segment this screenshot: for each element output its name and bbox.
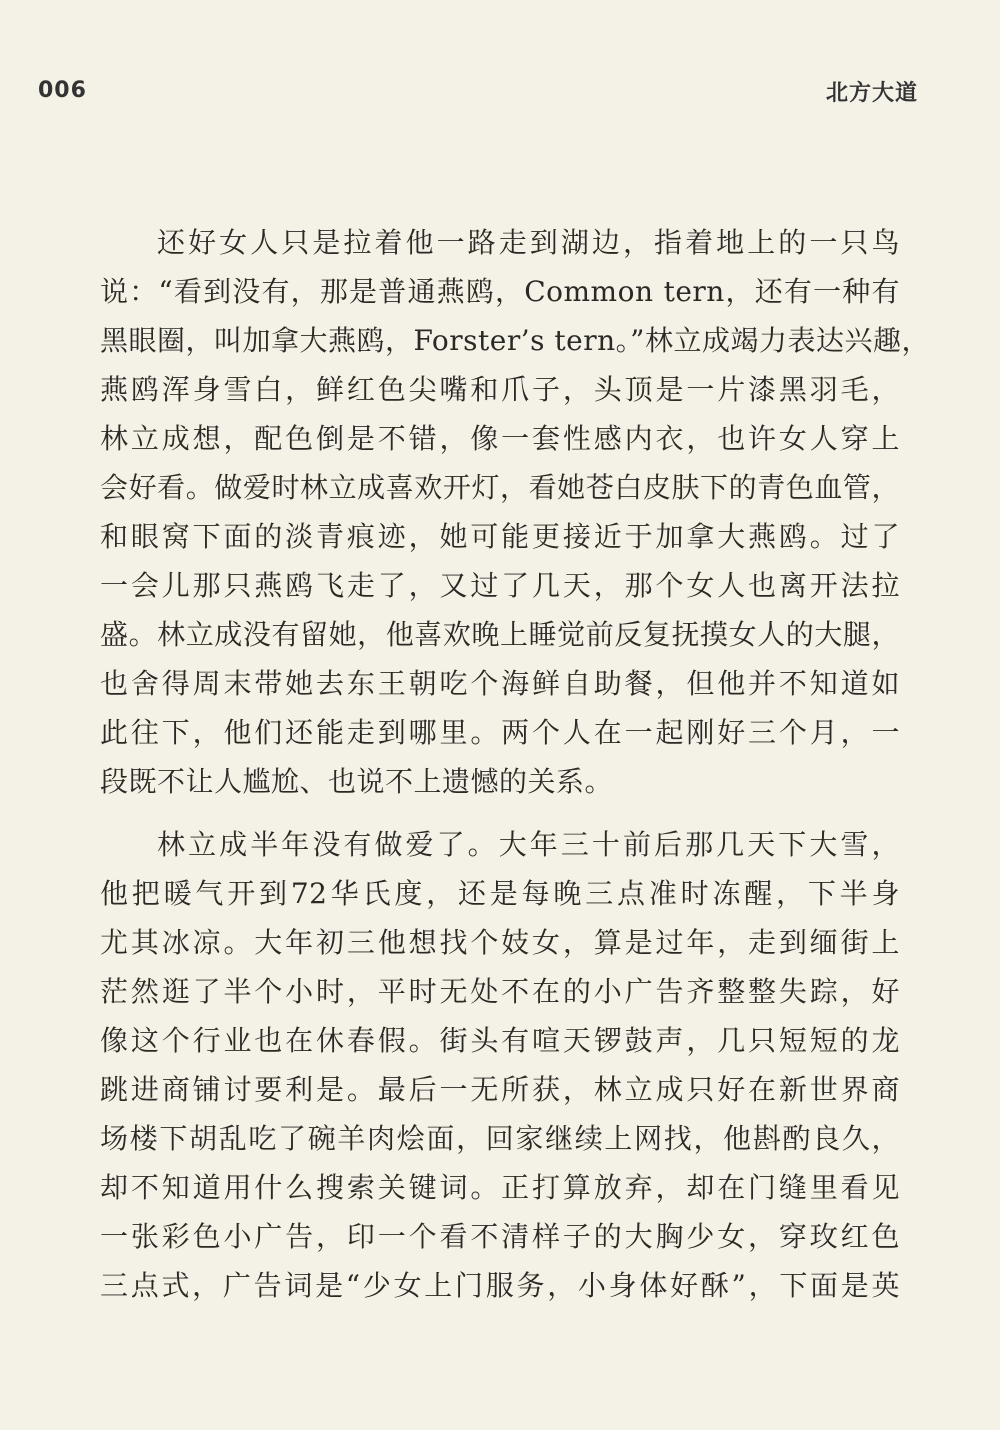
text-line: 他把暖气开到72华氏度，还是每晚三点准时冻醒，下半身 — [100, 877, 900, 910]
paragraph-gap — [100, 806, 900, 820]
text-line: 尤其冰凉。大年初三他想找个妓女，算是过年，走到缅街上 — [100, 926, 900, 959]
body-text — [100, 218, 930, 1310]
text-line: 段既不让人尴尬、也说不上遗憾的关系。 — [100, 765, 614, 798]
page-number: 006 — [38, 78, 87, 103]
text-line: 还好女人只是拉着他一路走到湖边，指着地上的一只鸟 — [157, 226, 900, 259]
running-title: 北方大道 — [825, 81, 918, 106]
text-line: 像这个行业也在休春假。街头有喧天锣鼓声，几只短短的龙 — [100, 1024, 900, 1057]
text-line: 黑眼圈，叫加拿大燕鸥，Forster’s tern。”林立成竭力表达兴趣， — [100, 324, 930, 357]
text-line: 林立成半年没有做爱了。大年三十前后那几天下大雪， — [157, 828, 900, 861]
text-line: 此往下，他们还能走到哪里。两个人在一起刚好三个月，一 — [100, 716, 900, 749]
text-line: 跳进商铺讨要利是。最后一无所获，林立成只好在新世界商 — [100, 1073, 900, 1106]
text-line: 也舍得周末带她去东王朝吃个海鲜自助餐，但他并不知道如 — [100, 667, 900, 700]
text-line: 林立成想，配色倒是不错，像一套性感内衣，也许女人穿上 — [100, 422, 900, 455]
text-line: 会好看。做爱时林立成喜欢开灯，看她苍白皮肤下的青色血管， — [100, 471, 900, 504]
text-line: 一张彩色小广告，印一个看不清样子的大胸少女，穿玫红色 — [100, 1220, 900, 1253]
text-line: 场楼下胡乱吃了碗羊肉烩面，回家继续上网找，他斟酌良久， — [100, 1122, 900, 1155]
paragraph-2 — [100, 820, 900, 1310]
text-line: 盛。林立成没有留她，他喜欢晚上睡觉前反复抚摸女人的大腿， — [100, 618, 900, 651]
text-line: 茫然逛了半个小时，平时无处不在的小广告齐整整失踪，好 — [100, 975, 900, 1008]
text-line: 一会儿那只燕鸥飞走了，又过了几天，那个女人也离开法拉 — [100, 569, 900, 602]
paragraph-1 — [100, 218, 930, 806]
text-line: 和眼窝下面的淡青痕迹，她可能更接近于加拿大燕鸥。过了 — [100, 520, 900, 553]
text-line: 燕鸥浑身雪白，鲜红色尖嘴和爪子，头顶是一片漆黑羽毛， — [100, 373, 900, 406]
text-line: 三点式，广告词是“少女上门服务，小身体好酥”，下面是英 — [100, 1269, 900, 1302]
text-line: 却不知道用什么搜索关键词。正打算放弃，却在门缝里看见 — [100, 1171, 900, 1204]
text-line: 说：“看到没有，那是普通燕鸥，Common tern，还有一种有 — [100, 275, 900, 308]
